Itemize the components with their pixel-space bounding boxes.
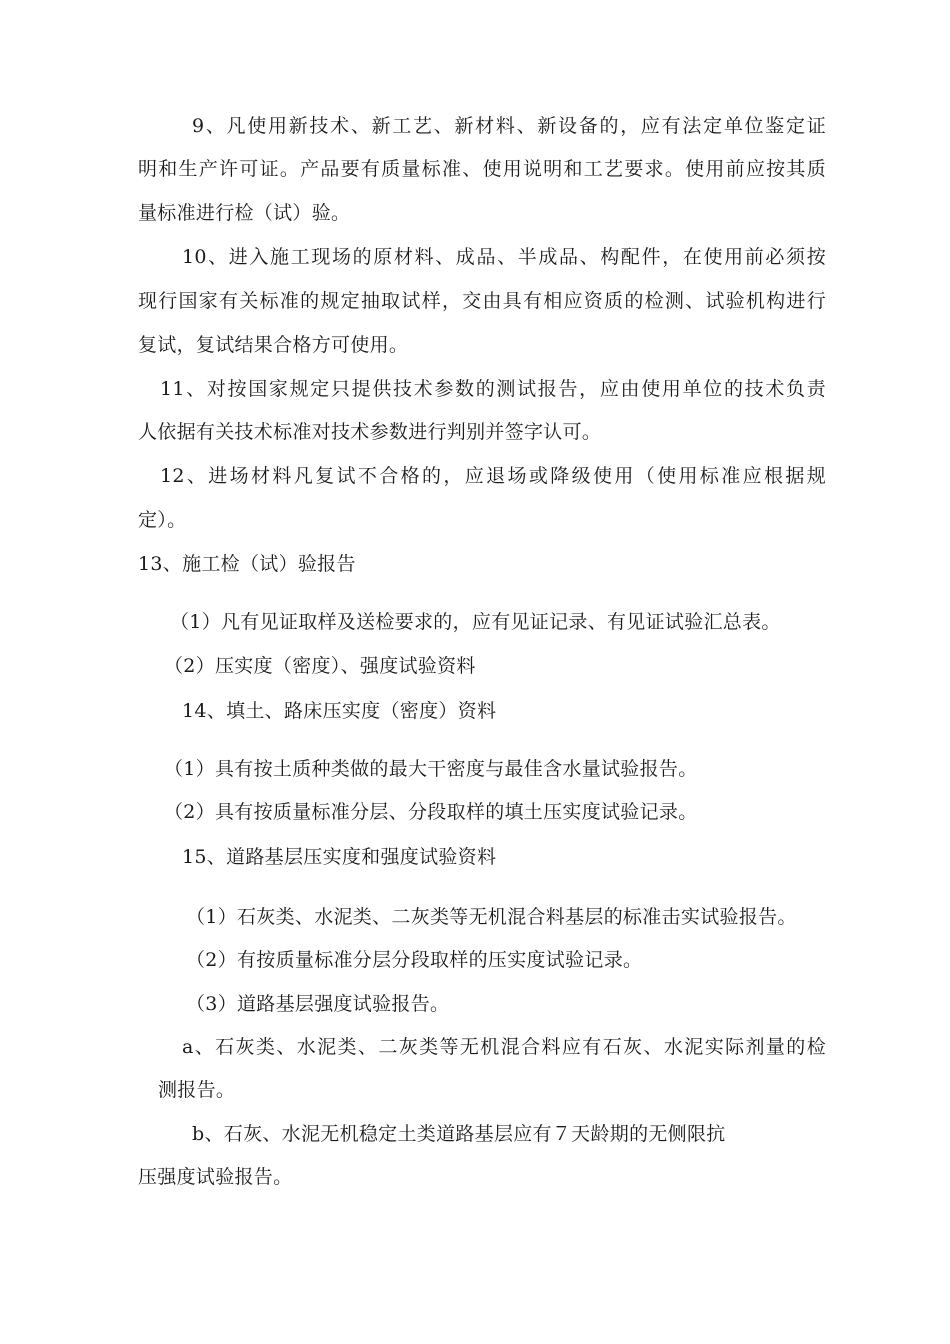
- item-15-sub-3: （3）道路基层强度试验报告。: [186, 993, 450, 1015]
- sub-item-a-line-2: 测报告。: [158, 1079, 236, 1101]
- item-9-line-2: 明和生产许可证。产品要有质量标准、使用说明和工艺要求。使用前应按其质: [138, 158, 826, 180]
- item-9-line-3: 量标准进行检（试）验。: [138, 202, 351, 224]
- item-13-sub-1: （1）凡有见证取样及送检要求的，应有见证记录、有见证试验汇总表。: [170, 611, 781, 633]
- item-13-sub-2: （2）压实度（密度）、强度试验资料: [164, 655, 476, 677]
- item-11-line-2: 人依据有关技术标准对技术参数进行判别并签字认可。: [138, 421, 602, 443]
- item-15-sub-1: （1）石灰类、水泥类、二灰类等无机混合料基层的标准击实试验报告。: [186, 906, 797, 928]
- item-14-heading: 14、填土、路床压实度（密度）资料: [182, 700, 497, 722]
- item-12-line-2: 定）。: [138, 509, 187, 531]
- sub-item-a-line-1: a、石灰类、水泥类、二灰类等无机混合料应有石灰、水泥实际剂量的检: [182, 1036, 826, 1058]
- item-11-line-1: 11、对按国家规定只提供技术参数的测试报告，应由使用单位的技术负责: [160, 378, 826, 400]
- item-12-line-1: 12、进场材料凡复试不合格的，应退场或降级使用（使用标准应根据规: [160, 465, 826, 487]
- item-14-sub-1: （1）具有按土质种类做的最大干密度与最佳含水量试验报告。: [164, 758, 698, 780]
- item-14-sub-2: （2）具有按质量标准分层、分段取样的填土压实度试验记录。: [164, 801, 698, 823]
- item-10-line-1: 10、进入施工现场的原材料、成品、半成品、构配件，在使用前必须按: [182, 246, 826, 268]
- item-10-line-2: 现行国家有关标准的规定抽取试样，交由具有相应资质的检测、试验机构进行: [138, 290, 826, 312]
- item-15-heading: 15、道路基层压实度和强度试验资料: [182, 846, 497, 868]
- sub-item-b-line-1: b、石灰、水泥无机稳定土类道路基层应有７天龄期的无侧限抗: [192, 1123, 726, 1145]
- item-15-sub-2: （2）有按质量标准分层分段取样的压实度试验记录。: [186, 949, 643, 971]
- item-10-line-3: 复试，复试结果合格方可使用。: [138, 334, 409, 356]
- sub-item-b-line-2: 压强度试验报告。: [138, 1166, 293, 1188]
- item-13-heading: 13、施工检（试）验报告: [138, 553, 356, 575]
- item-9-line-1: 9、凡使用新技术、新工艺、新材料、新设备的，应有法定单位鉴定证: [192, 115, 826, 137]
